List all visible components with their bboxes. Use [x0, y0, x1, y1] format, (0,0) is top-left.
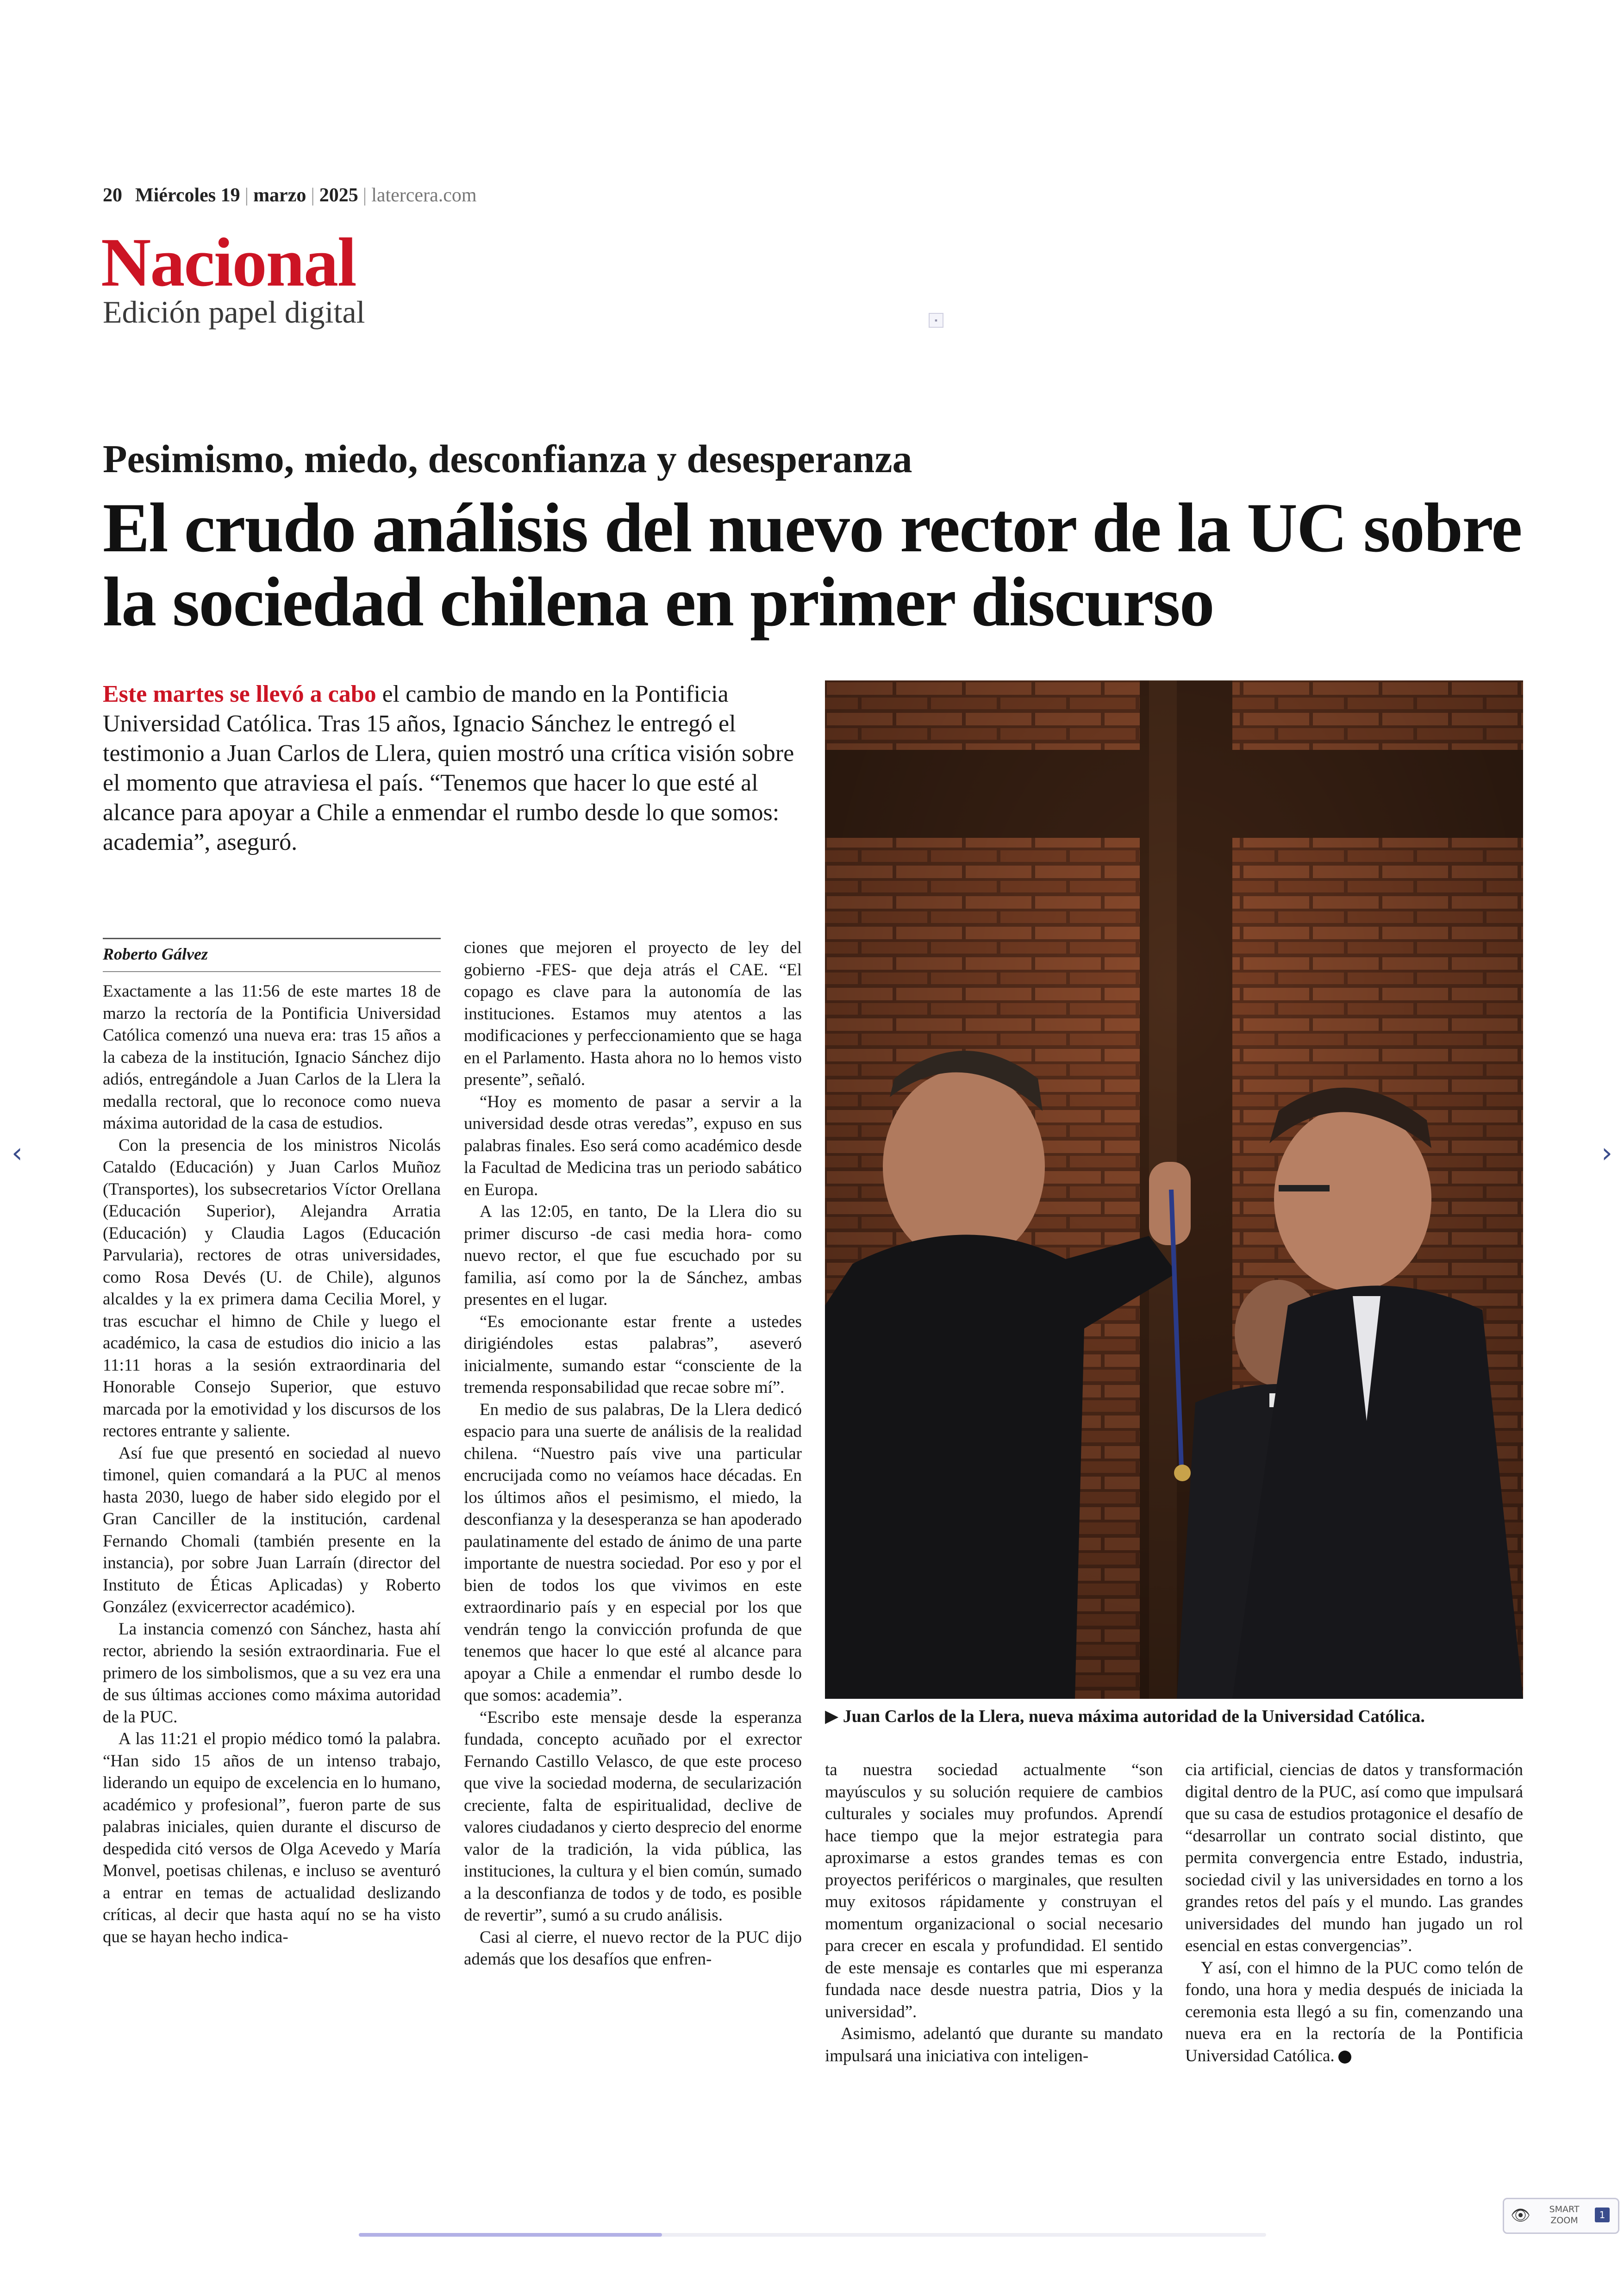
article-photo: [825, 680, 1523, 1699]
previous-page-arrow-icon[interactable]: ‹: [12, 1137, 23, 1169]
smart-zoom-button[interactable]: [1503, 2198, 1619, 2234]
page-number: 20: [103, 185, 122, 206]
article-lead: [103, 680, 806, 857]
paragraph: “Hoy es momento de pasar a servir a la universidad desde otras veredas”, expuso en sus palabras finales. Eso será como académico desde la Facultad de Medicina tras un periodo sabático en Europa.: [464, 1092, 802, 1199]
body-column-4: [1185, 1759, 1523, 2067]
paragraph: La instancia comenzó con Sánchez, hasta ahí rector, abriendo la sesión extraordinaria. Fue el primero de los simbolismos, que a su vez era una de sus últimas acciones como máxima autoridad de la PUC.: [103, 1619, 441, 1727]
page-thumbnail-icon[interactable]: ▪: [929, 313, 943, 328]
date-day: Miércoles 19: [135, 185, 240, 206]
body-column-3: [825, 1759, 1163, 2067]
paragraph: Así fue que presentó en sociedad al nuevo timonel, quien comandará a la PUC al menos hasta 2030, luego de haber sido elegido por el Gran Canciller de la institución, cardenal Fernando Chomali (también presente en la instancia), por sobre Juan Larraín (director del Instituto de Éticas Aplicadas) y Roberto González (exvicerrector académico).: [103, 1443, 441, 1616]
page-progress-fill: [359, 2233, 662, 2237]
paragraph: Con la presencia de los ministros Nicolás Cataldo (Educación) y Juan Carlos Muñoz (Transportes), los subsecretarios Víctor Orellana (Educación Superior), Alejandra Arratia (Educación) y Claudia Lagos (Educación Parvularia), rectores de otras universidades, como Rosa Devés (U. de Chile), algunos alcaldes y la ex primera dama Cecilia Morel, y tras escuchar el himno de Chile y luego el académico, la casa de estudios dio inicio a las 11:11 horas a la sesión extraordinaria del Honorable Consejo Superior, que estuvo marcada por la emotividad y los discursos de los rectores entrante y saliente.: [103, 1135, 441, 1441]
paragraph: Casi al cierre, el nuevo rector de la PUC dijo además que los desafíos que enfren-: [464, 1927, 802, 1969]
paragraph: “Escribo este mensaje desde la esperanza fundada, concepto acuñado por el exrector Fernando Castillo Velasco, de que este proceso que vive la sociedad moderna, de secularización creciente, falta de espiritualidad, declive de valores ciudadanos y cierto desprecio del enorme valor de la tradición, la vida pública, las instituciones, la cultura y el bien común, sumado a la desconfianza de todos y de todo, es posible de revertir”, sumó a su crudo análisis.: [464, 1708, 802, 1925]
paragraph-text: Y así, con el himno de la PUC como telón de fondo, una hora y media después de iniciada la ceremonia esta llegó a su fin, comenzando una nueva era en la rectoría de la Pontificia Universidad Católica.: [1185, 1958, 1523, 2065]
paragraph: ciones que mejoren el proyecto de ley del gobierno -FES- que deja atrás el CAE. “El copago es clave para la autonomía de las instituciones. Estamos muy atentos a las modificaciones y perfeccionamiento que se haga en el Parlamento. Hasta ahora no lo hemos visto presente”, señaló.: [464, 938, 802, 1089]
smart-zoom-label: SMART ZOOM: [1549, 2204, 1580, 2226]
lead-text: el cambio de mando en la Pontificia Universidad Católica. Tras 15 años, Ignacio Sánchez le entregó el testimonio a Juan Carlos de Llera, quien mostró una crítica visión sobre el momento que atraviesa el país. “Tenemos que hacer lo que esté al alcance para apoyar a Chile a enmendar el rumbo desde lo que somos: academia”, aseguró.: [103, 681, 794, 855]
date-month: marzo: [253, 185, 306, 206]
next-page-arrow-icon[interactable]: ›: [1601, 1137, 1612, 1169]
byline: Roberto Gálvez: [103, 945, 208, 963]
body-column-1: [103, 980, 441, 1948]
site-name: latercera.com: [371, 185, 477, 206]
zoom-badge: 1: [1595, 2208, 1610, 2222]
date-year: 2025: [319, 185, 358, 206]
article-kicker: Pesimismo, miedo, desconfianza y desesperanza: [103, 437, 912, 481]
paragraph: Exactamente a las 11:56 de este martes 18 de marzo la rectoría de la Pontificia Universidad Católica comenzó una nueva era: tras 15 años a la cabeza de la institución, Ignacio Sánchez dijo adiós, entregándole a Juan Carlos de la Llera la medalla rectoral, que lo reconoce como nueva máxima autoridad de la casa de estudios.: [103, 982, 441, 1133]
paragraph: En medio de sus palabras, De la Llera dedicó espacio para una suerte de análisis de la realidad chilena. “Nuestro país vive una particular encrucijada como no veíamos hace décadas. En los últimos años el pesimismo, el miedo, la desconfianza y la desesperanza se han apoderado paulatinamente del estado de ánimo de una parte importante de nuestra sociedad. Por eso y por el bien de todos los que vivimos en este extraordinario país y en especial por los que vendrán tengo la convicción profunda de que tenemos que hacer lo que esté al alcance para apoyar a Chile a enmendar el rumbo desde lo que somos: academia”.: [464, 1400, 802, 1705]
byline-rule-top: [103, 938, 441, 939]
photo-caption: ▶ Juan Carlos de la Llera, nueva máxima autoridad de la Universidad Católica.: [825, 1707, 1425, 1726]
paragraph: cia artificial, ciencias de datos y transformación digital dentro de la PUC, así como que impulsará que su casa de estudios protagonice el desafío de “desarrollar un contrato social distinto, que permita convergencia entre Estado, industria, sociedad civil y las universidades en torno a los grandes retos del país y el mundo. Las grandes universidades del mundo han jugado un rol esencial en estas convergencias”.: [1185, 1760, 1523, 1955]
paragraph: ta nuestra sociedad actualmente “son mayúsculos y su solución requiere de cambios culturales y sociales muy profundos. Aprendí hace tiempo que la mejor estrategia para aproximarse a estos grandes temas es con proyectos periféricos o marginales, que resulten muy exitosos rápidamente y construyan el momentum organizacional o social necesario para crecer en escala y profundidad. El sentido de este mensaje es contarles que mi esperanza fundada nace desde nuestra patria, Dios y la universidad”.: [825, 1760, 1163, 2021]
paragraph: Asimismo, adelantó que durante su mandato impulsará una iniciativa con inteligen-: [825, 2024, 1163, 2065]
paragraph: “Es emocionante estar frente a ustedes dirigiéndoles estas palabras”, aseveró inicialmente, sumando estar “consciente de la tremenda responsabilidad que recae sobre mí”.: [464, 1312, 802, 1397]
end-of-article-icon: [1338, 2051, 1351, 2064]
lead-highlight: Este martes se llevó a cabo: [103, 681, 376, 707]
paragraph: A las 12:05, en tanto, De la Llera dio su primer discurso -de casi media hora- como nuevo rector, el que fue escuchado por su familia, así como por la de Sánchez, ambas presentes en el lugar.: [464, 1202, 802, 1309]
body-column-2: [464, 937, 802, 1971]
paragraph: [1185, 1957, 1523, 2067]
byline-rule-bottom: [103, 971, 441, 972]
edition-label: Edición papel digital: [103, 294, 365, 330]
page-meta-line: 20 Miércoles 19 | marzo | 2025 | latercera.com: [103, 185, 477, 206]
eye-icon: 👁: [1511, 2206, 1531, 2225]
section-title: Nacional: [101, 224, 356, 301]
article-headline: El crudo análisis del nuevo rector de la UC sobre la sociedad chilena en primer discurso: [103, 489, 1522, 641]
paragraph: A las 11:21 el propio médico tomó la palabra. “Han sido 15 años de un intenso trabajo, liderando un equipo de excelencia en lo humano, académico y profesional”, fueron parte de sus palabras iniciales, quien durante el discurso de despedida citó versos de Olga Acevedo y María Monvel, poetisas chilenas, e incluso se aventuró a entrar en temas de actualidad deslizando críticas, al decir que hasta aquí no se ha visto que se hayan hecho indica-: [103, 1729, 441, 1946]
